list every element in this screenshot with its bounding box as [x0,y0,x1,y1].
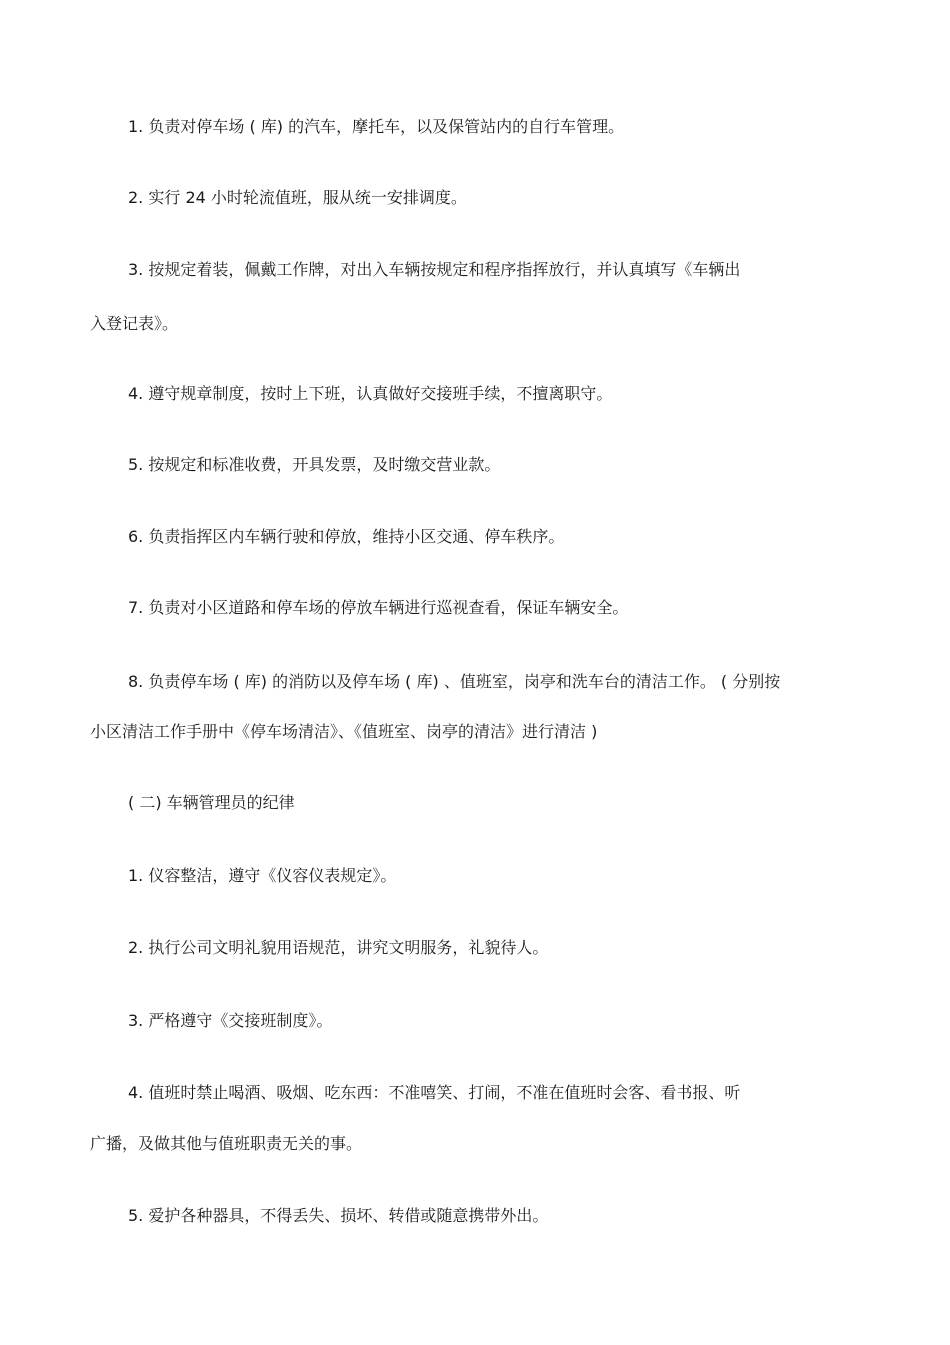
duty-item-1: 1. 负责对停车场 ( 库) 的汽车，摩托车，以及保管站内的自行车管理。 [128,117,625,136]
duty-item-6: 6. 负责指挥区内车辆行驶和停放，维持小区交通、停车秩序。 [128,527,565,546]
section-heading: ( 二) 车辆管理员的纪律 [128,793,295,812]
rule-item-2: 2. 执行公司文明礼貌用语规范，讲究文明服务，礼貌待人。 [128,938,549,957]
duty-item-3: 3. 按规定着装，佩戴工作牌，对出入车辆按规定和程序指挥放行，并认真填写《车辆出 [128,260,741,279]
duty-item-2: 2. 实行 24 小时轮流值班，服从统一安排调度。 [128,188,467,207]
rule-item-1: 1. 仪容整洁，遵守《仪容仪表规定》。 [128,866,397,885]
duty-item-7: 7. 负责对小区道路和停车场的停放车辆进行巡视查看，保证车辆安全。 [128,598,629,617]
duty-item-8-continued: 小区清洁工作手册中《停车场清洁》、《值班室、岗亭的清洁》进行清洁 ) [90,722,598,741]
rule-item-3: 3. 严格遵守《交接班制度》。 [128,1011,333,1030]
duty-item-3-continued: 入登记表》。 [90,314,179,333]
duty-item-8: 8. 负责停车场 ( 库) 的消防以及停车场 ( 库) 、值班室，岗亭和洗车台的清洁工作。 ( 分别按 [128,672,781,691]
duty-item-5: 5. 按规定和标准收费，开具发票，及时缴交营业款。 [128,455,501,474]
rule-item-4: 4. 值班时禁止喝酒、吸烟、吃东西：不准嘻笑、打闹，不准在值班时会客、看书报、听 [128,1083,741,1102]
rule-item-5: 5. 爱护各种器具，不得丢失、损坏、转借或随意携带外出。 [128,1206,549,1225]
duty-item-4: 4. 遵守规章制度，按时上下班，认真做好交接班手续，不擅离职守。 [128,384,613,403]
rule-item-4-continued: 广播，及做其他与值班职责无关的事。 [90,1134,363,1153]
